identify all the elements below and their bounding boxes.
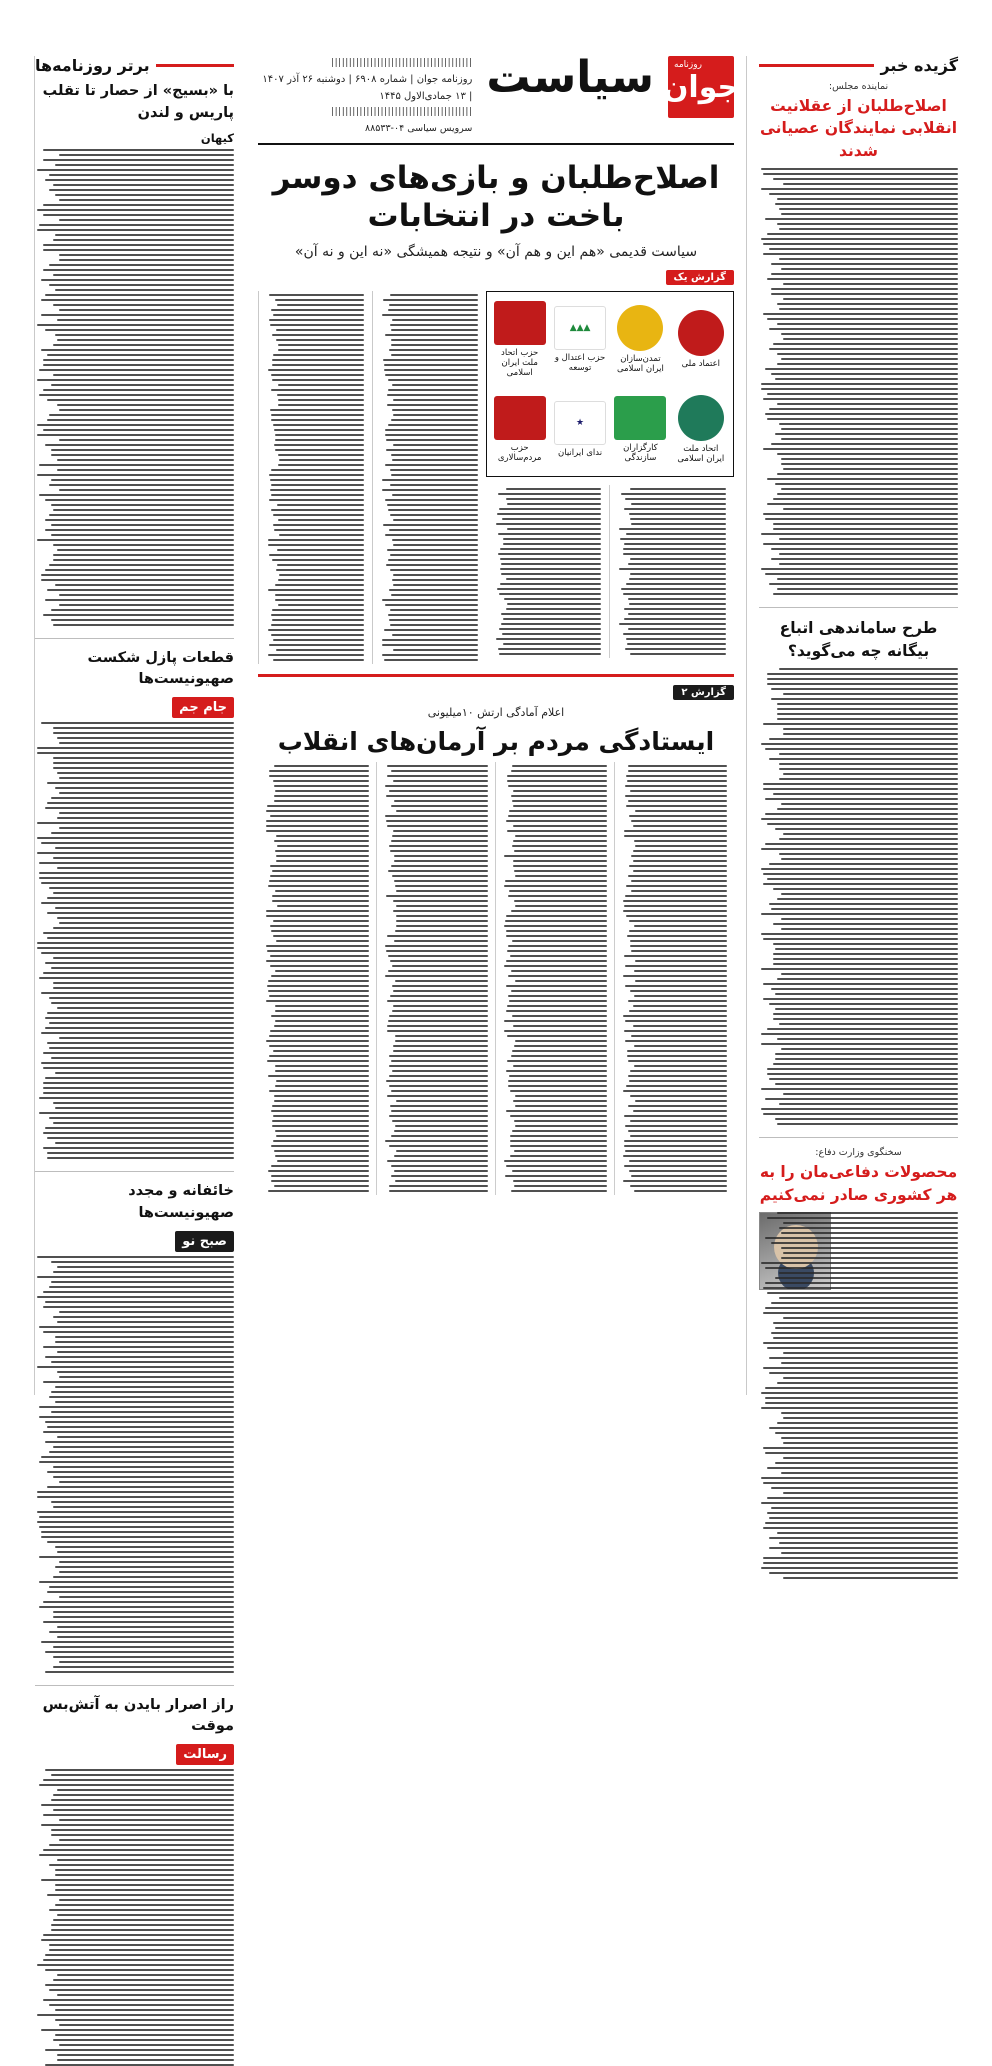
party-logo-caption: ندای ایرانیان bbox=[558, 448, 602, 458]
party-logo-caption: تمدن‌سازان ایران اسلامی bbox=[614, 354, 666, 374]
rail-article[interactable] bbox=[759, 81, 958, 595]
brand-row bbox=[35, 1744, 234, 1765]
press-review-item[interactable] bbox=[35, 648, 234, 1160]
brand-row bbox=[35, 697, 234, 718]
story-column bbox=[486, 485, 610, 658]
hatch-pattern-2: |||||||||||||||||||||||||||||||||||||||| bbox=[258, 105, 472, 120]
emblem-icon: ▲▲▲ bbox=[554, 306, 606, 350]
brand-row bbox=[35, 1231, 234, 1252]
left-rail bbox=[34, 56, 246, 1395]
party-logos-figure bbox=[486, 291, 734, 477]
press-review-item[interactable] bbox=[35, 1181, 234, 1673]
emblem-icon: ★ bbox=[554, 401, 606, 445]
report-tag: گزارش یک bbox=[666, 270, 735, 285]
party-logo-item bbox=[493, 388, 545, 470]
emblem-icon bbox=[494, 396, 546, 440]
article-eyebrow: سخنگوی وزارت دفاع: bbox=[759, 1147, 958, 1158]
party-logo-caption: اتحاد ملت ایران اسلامی bbox=[675, 444, 727, 464]
divider bbox=[35, 638, 234, 639]
emblem-icon bbox=[617, 305, 663, 351]
main-story-lower-columns bbox=[486, 485, 734, 658]
article-body bbox=[759, 168, 958, 595]
emblem-icon bbox=[678, 395, 724, 441]
report2-tag-row bbox=[258, 685, 734, 700]
brand-row bbox=[35, 131, 234, 145]
right-rail bbox=[746, 56, 958, 1395]
masthead-meta bbox=[258, 56, 472, 137]
story-column bbox=[372, 291, 486, 664]
press-body bbox=[35, 722, 234, 1159]
party-logo-item bbox=[675, 388, 727, 470]
article-title[interactable]: محصولات دفاعی‌مان را به هر کشوری صادر نمی‌کنیم bbox=[759, 1161, 958, 1206]
party-logo-caption: کارگزاران سازندگی bbox=[614, 443, 666, 463]
story-column bbox=[258, 762, 377, 1195]
second-story-kicker: اعلام آمادگی ارتش ۱۰میلیونی bbox=[258, 706, 734, 719]
article-title[interactable]: طرح ساماندهی اتباع بیگانه چه می‌گوید؟ bbox=[759, 617, 958, 662]
second-story-title: ایستادگی مردم بر آرمان‌های انقلاب bbox=[258, 727, 734, 756]
masthead bbox=[258, 56, 734, 145]
brand-badge: صبح نو bbox=[175, 1231, 234, 1252]
emblem-icon bbox=[494, 301, 546, 345]
page-title: اصلاح‌طلبان و بازی‌های دوسر باخت در انتخابات bbox=[258, 159, 734, 237]
story-column bbox=[258, 291, 372, 664]
issue-line: روزنامه جوان | شماره ۶۹۰۸ | دوشنبه ۲۶ آذر ۱۴۰۷ | ۱۳ جمادی‌الاول ۱۴۴۵ bbox=[258, 71, 472, 105]
party-logo-item bbox=[614, 298, 666, 380]
section-name: سیاست bbox=[486, 56, 654, 100]
section-rule bbox=[258, 674, 734, 677]
press-body bbox=[35, 1256, 234, 1673]
party-logo-item bbox=[493, 298, 545, 380]
party-logos-grid bbox=[493, 298, 727, 470]
party-logo-caption: اعتماد ملی bbox=[682, 359, 720, 369]
emblem-icon bbox=[614, 396, 666, 440]
press-title[interactable]: قطعات پازل شکست صهیونیست‌ها bbox=[35, 648, 234, 692]
divider bbox=[35, 1171, 234, 1172]
header-rule bbox=[156, 64, 234, 67]
press-body bbox=[35, 149, 234, 626]
divider bbox=[35, 1685, 234, 1686]
brand-name: کیهان bbox=[201, 131, 234, 145]
logo-small-label: روزنامه bbox=[674, 60, 702, 70]
brand-badge: جام جم bbox=[172, 697, 234, 718]
report-tag-row bbox=[258, 270, 734, 285]
party-logo-item bbox=[614, 388, 666, 470]
party-logo-caption: حزب اعتدال و توسعه bbox=[554, 353, 606, 373]
hatch-pattern: |||||||||||||||||||||||||||||||||||||||| bbox=[258, 56, 472, 71]
rail-article[interactable] bbox=[759, 617, 958, 1125]
article-title[interactable]: اصلاح‌طلبان از عقلانیت انقلابی نمایندگان عصیانی شدند bbox=[759, 95, 958, 162]
right-rail-header-label: گزیده خبر bbox=[880, 56, 958, 75]
press-title[interactable]: خائفانه و مجدد صهیونیست‌ها bbox=[35, 1181, 234, 1225]
article-body bbox=[759, 1212, 958, 1579]
logo-label: جوان bbox=[663, 70, 739, 105]
article-body bbox=[759, 668, 958, 1125]
left-rail-header bbox=[35, 56, 234, 75]
rail-article[interactable] bbox=[759, 1147, 958, 1582]
left-rail-header-label: برتر روزنامه‌ها bbox=[35, 56, 150, 75]
article-eyebrow: نماینده مجلس: bbox=[759, 81, 958, 92]
main-content bbox=[246, 56, 746, 1395]
service-line: سرویس سیاسی ۰۴-۸۸۵۳۳ bbox=[258, 121, 472, 137]
second-story-columns bbox=[258, 762, 734, 1195]
divider bbox=[759, 1137, 958, 1138]
right-rail-header bbox=[759, 56, 958, 75]
press-review-item[interactable] bbox=[35, 1695, 234, 2066]
party-logo-item bbox=[675, 298, 727, 380]
party-logo-caption: حزب مردم‌سالاری bbox=[493, 443, 545, 463]
press-review-item[interactable] bbox=[35, 81, 234, 626]
story-column bbox=[615, 762, 734, 1195]
emblem-icon bbox=[678, 310, 724, 356]
report2-tag: گزارش ۲ bbox=[673, 685, 734, 700]
story-column bbox=[377, 762, 496, 1195]
story-column bbox=[496, 762, 615, 1195]
divider bbox=[759, 607, 958, 608]
party-logo-item bbox=[554, 298, 606, 380]
header-rule bbox=[759, 64, 874, 67]
story-column bbox=[610, 485, 734, 658]
brand-badge: رسالت bbox=[176, 1744, 234, 1765]
press-title[interactable]: با «بسیج» از حصار تا تقلب پاریس و لندن bbox=[35, 81, 234, 125]
press-title[interactable]: راز اصرار بایدن به آتش‌بس موقت bbox=[35, 1695, 234, 1739]
paper-logo bbox=[668, 56, 734, 118]
page-subtitle: سیاست قدیمی «هم این و هم آن» و نتیجه همیشگی «نه این و نه آن» bbox=[258, 244, 734, 260]
press-body bbox=[35, 1769, 234, 2066]
party-logo-caption: حزب اتحاد ملت ایران اسلامی bbox=[493, 348, 545, 378]
party-logo-item bbox=[554, 388, 606, 470]
